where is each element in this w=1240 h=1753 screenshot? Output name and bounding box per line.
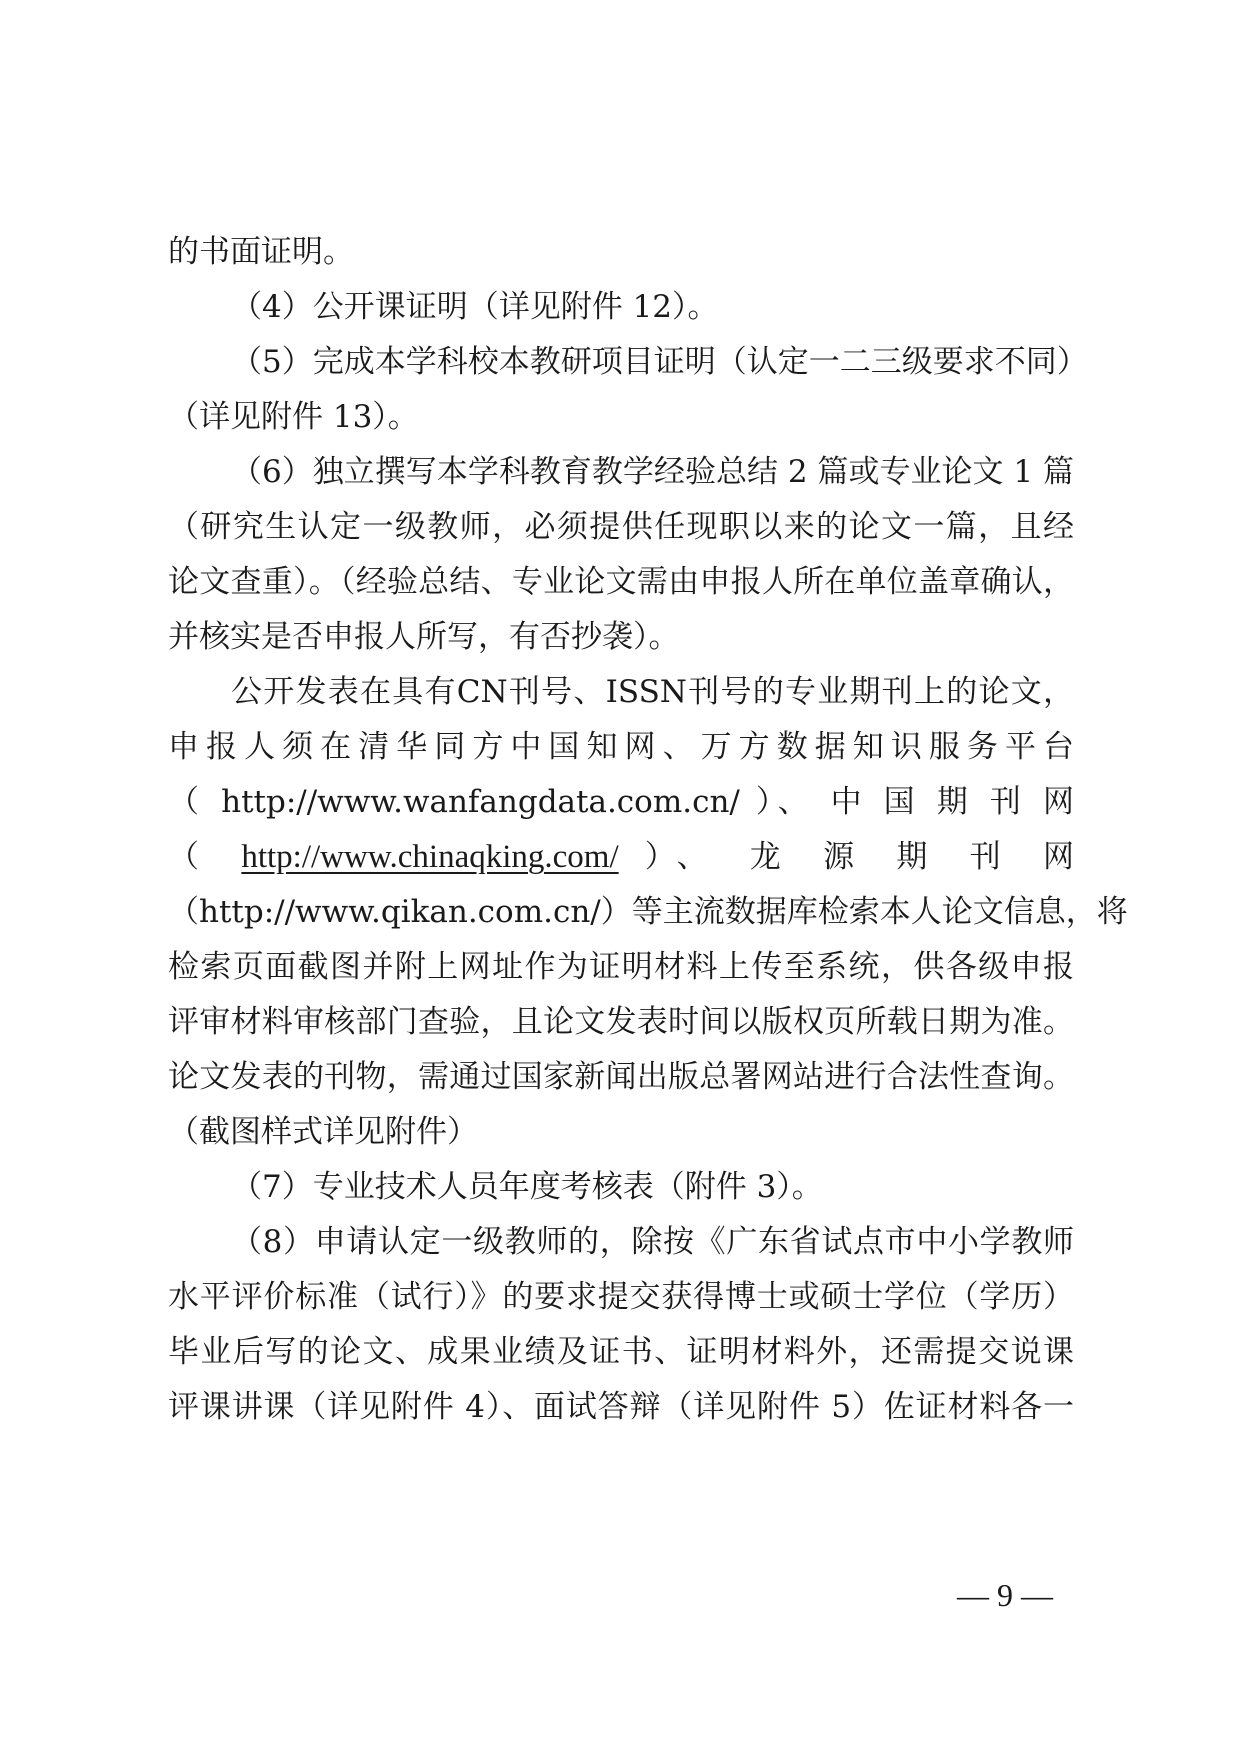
text-line: 检索页面截图并附上网址作为证明材料上传至系统，供各级申报 xyxy=(168,949,1074,985)
text-line: 公开发表在具有CN刊号、ISSN刊号的专业期刊上的论文， xyxy=(231,674,1074,710)
text-line: （截图样式详见附件） xyxy=(168,1114,478,1150)
text-line: 评审材料审核部门查验，且论文发表时间以版权页所载日期为准。 xyxy=(168,1004,1074,1040)
text-line: （8）申请认定一级教师的，除按《广东省试点市中小学教师 xyxy=(231,1224,1074,1260)
text-line: 申报人须在清华同方中国知网、万方数据知识服务平台 xyxy=(168,729,1074,765)
text-line-with-link xyxy=(168,827,1074,887)
text-line: （ http://www.wanfangdata.com.cn/ ）、 中 国 期 刊 网 xyxy=(168,784,1074,820)
text-line: 并核实是否申报人所写，有否抄袭）。 xyxy=(168,619,680,655)
text-line: 论文发表的刊物，需通过国家新闻出版总署网站进行合法性查询。 xyxy=(168,1059,1074,1095)
text-line: 的书面证明。 xyxy=(168,234,354,270)
text-line: （研究生认定一级教师，必须提供任现职以来的论文一篇，且经 xyxy=(168,509,1074,545)
text-line: 水平评价标准（试行）》的要求提交获得博士或硕士学位（学历） xyxy=(168,1279,1074,1315)
link-line-tail: ）、 龙 源 期 刊 网 xyxy=(644,839,1075,875)
text-line: （7）专业技术人员年度考核表（附件 3）。 xyxy=(231,1169,823,1205)
text-line: 毕业后写的论文、成果业绩及证书、证明材料外，还需提交说课 xyxy=(168,1334,1074,1370)
open-paren: （ xyxy=(168,839,216,875)
text-line: （5）完成本学科校本教研项目证明（认定一二三级要求不同） xyxy=(231,344,1088,380)
text-line: 论文查重）。（经验总结、专业论文需由申报人所在单位盖章确认， xyxy=(168,564,1074,600)
text-line: （详见附件 13）。 xyxy=(168,399,419,435)
chinaqking-link[interactable]: http://www.chinaqking.com/ xyxy=(241,839,619,875)
text-line: （http://www.qikan.com.cn/）等主流数据库检索本人论文信息，将 xyxy=(168,894,1128,930)
text-line: （4）公开课证明（详见附件 12）。 xyxy=(231,289,719,325)
page-number: — 9 — xyxy=(957,1577,1053,1613)
text-line: （6）独立撰写本学科教育教学经验总结 2 篇或专业论文 1 篇 xyxy=(231,454,1074,490)
text-line: 评课讲课（详见附件 4）、面试答辩（详见附件 5）佐证材料各一 xyxy=(168,1389,1074,1425)
